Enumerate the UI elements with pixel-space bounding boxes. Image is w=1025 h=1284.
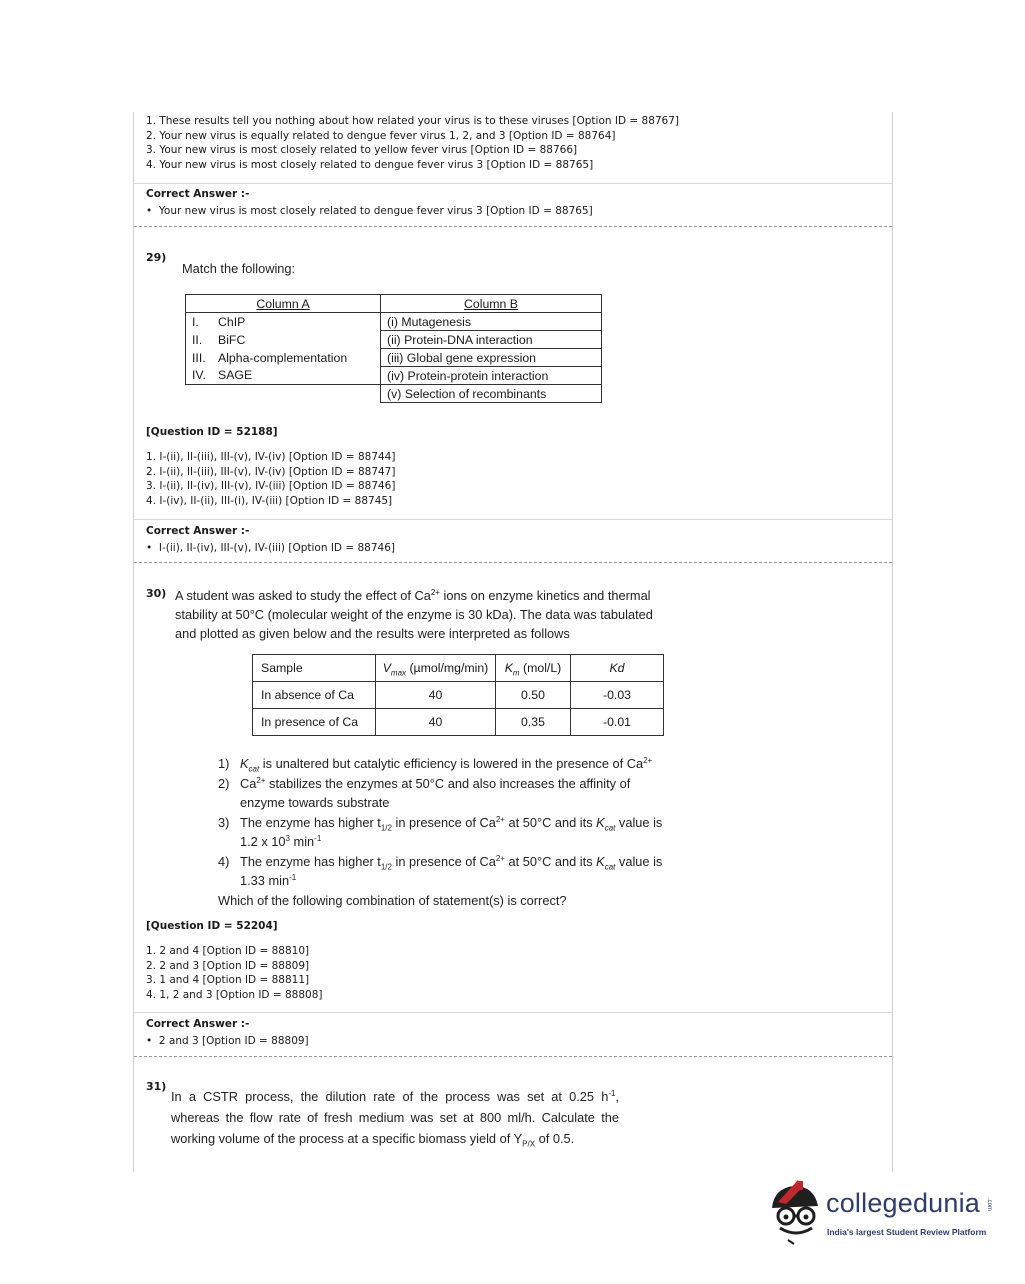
statement-1: 1) $K_{cat}$ is unaltered but catalytic efficiency is lowered in the presence of $Ca^{2+}$ <box>218 756 653 774</box>
header-sample: Sample <box>253 655 376 682</box>
question-divider <box>134 226 892 227</box>
column-a-cell: I. ChIP <box>186 313 381 331</box>
separator <box>134 519 892 520</box>
vmax-cell: 40 <box>376 709 496 736</box>
collegedunia-logo[interactable] <box>764 1178 994 1250</box>
q28-options <box>146 114 886 172</box>
option: 2. Your new virus is equally related to dengue fever virus 1, 2, and 3 [Option ID = 88764] <box>146 129 616 142</box>
km-cell: 0.50 <box>496 682 571 709</box>
statement-4: 4) The enzyme has higher $t_{1/2}$ in presence of $Ca^{2+}$ at 50°C and its $K_{cat}$ value is <box>218 853 663 872</box>
option: 1. I-(ii), II-(iii), III-(v), IV-(iv) [Option ID = 88744] <box>146 451 396 463</box>
statement-2: 2) $Ca^{2+}$ stabilizes the enzymes at 50°C and also increases the affinity of <box>218 775 631 791</box>
correct-answer: • 2 and 3 [Option ID = 88809] <box>146 1035 309 1047</box>
question-line: Which of the following combination of statement(s) is correct? <box>218 892 567 908</box>
kinetics-table <box>252 654 664 736</box>
question-id: [Question ID = 52188] <box>146 426 278 438</box>
match-table <box>185 294 602 403</box>
q30-options <box>146 944 886 1002</box>
logo-wordmark: collegedunia <box>826 1188 981 1218</box>
bullet-icon: • <box>146 1035 153 1047</box>
option: 3. Your new virus is most closely related to yellow fever virus [Option ID = 88766] <box>146 144 578 157</box>
column-b-cell: (i) Mutagenesis <box>381 313 602 331</box>
correct-answer: • Your new virus is most closely related to dengue fever virus 3 [Option ID = 88765] <box>146 205 593 217</box>
option: 4. I-(iv), II-(ii), III-(i), IV-(iii) [Option ID = 88745] <box>146 494 393 507</box>
option: 1. 2 and 4 [Option ID = 88810] <box>146 945 310 957</box>
logo-tagline: India's largest Student Review Platform <box>827 1227 987 1237</box>
question-text: In a CSTR process, the dilution rate of the process was set at 0.25 $h^{-1}$, whereas the flow rate of fresh medium was set at 800 ml/h. Calculate the working volume of the process at a specific biomass yield of $Y_{P/X}$ of 0.5. <box>171 1089 619 1149</box>
bullet-icon: • <box>146 205 153 217</box>
question-number: 31) <box>146 1080 167 1093</box>
column-a-cell: III. Alpha-complementation <box>186 349 381 367</box>
column-a-cell: II. BiFC <box>186 331 381 349</box>
question-prompt: Match the following: <box>182 261 296 276</box>
option: 2. I-(ii), II-(iii), III-(v), IV-(iv) [Option ID = 88747] <box>146 465 396 478</box>
logo-dotcom: .com <box>986 1198 992 1212</box>
statements: 1) $K_{cat}$ is unaltered but catalytic efficiency is lowered in the presence of $Ca^{2+}$ 2) $Ca^{2+}$ stabilizes the enzymes at 50°C and also increases the affinity of enzyme towards substrate 3) The enzyme has higher $t_{1/2}$ in presence of $Ca^{2+}$ at 50°C and its $K_{cat}$ value is 1.2 x $10^3$ $\min^{-1}$ 4) The enzyme has higher $t_{1/2}$ in presence of $Ca^{2+}$ at 50°C and its $K_{cat}$ value is 1.33 $\min^{-1}$ Which of the following combination of statement(s) is correct? <box>218 754 678 910</box>
column-b-cell: (iii) Global gene expression <box>381 349 602 367</box>
correct-answer-label: Correct Answer :- <box>146 1018 250 1030</box>
option: 4. 1, 2 and 3 [Option ID = 88808] <box>146 988 323 1001</box>
kd-cell: -0.01 <box>571 709 664 736</box>
separator <box>134 183 892 184</box>
correct-answer-label: Correct Answer :- <box>146 525 250 537</box>
column-b-cell: (ii) Protein-DNA interaction <box>381 331 602 349</box>
km-cell: 0.35 <box>496 709 571 736</box>
question-number: 30) <box>146 587 167 600</box>
header-km: $K_m$ (mol/L) <box>496 655 571 682</box>
statement-3: 3) The enzyme has higher $t_{1/2}$ in presence of $Ca^{2+}$ at 50°C and its $K_{cat}$ value is <box>218 814 663 833</box>
question-divider <box>134 562 892 563</box>
sample-cell: In absence of Ca <box>253 682 376 709</box>
header-kd: Kd <box>571 655 664 682</box>
question-divider <box>134 1056 892 1057</box>
question-id: [Question ID = 52204] <box>146 920 278 932</box>
vmax-cell: 40 <box>376 682 496 709</box>
bullet-icon: • <box>146 542 153 554</box>
option: 3. 1 and 4 [Option ID = 88811] <box>146 974 310 987</box>
column-a-header: Column A <box>186 295 381 313</box>
empty-cell <box>186 385 381 403</box>
correct-answer-label: Correct Answer :- <box>146 188 250 200</box>
column-a-cell: IV. SAGE <box>186 367 381 385</box>
separator <box>134 1012 892 1013</box>
mascot-icon <box>764 1178 826 1248</box>
header-vmax: $V_{max}$ (µmol/mg/min) <box>376 655 496 682</box>
right-margin-rule <box>892 112 893 1172</box>
option: 4. Your new virus is most closely related to dengue fever virus 3 [Option ID = 88765] <box>146 158 594 171</box>
option: 2. 2 and 3 [Option ID = 88809] <box>146 959 310 972</box>
column-b-cell: (iv) Protein-protein interaction <box>381 367 602 385</box>
question-number: 29) <box>146 251 167 264</box>
sample-cell: In presence of Ca <box>253 709 376 736</box>
kd-cell: -0.03 <box>571 682 664 709</box>
left-margin-rule <box>133 112 134 1172</box>
q29-options <box>146 450 886 508</box>
option: 1. These results tell you nothing about how related your virus is to these viruses [Option ID = 88767] <box>146 115 680 127</box>
option: 3. I-(ii), II-(iv), III-(v), IV-(iii) [Option ID = 88746] <box>146 480 396 493</box>
correct-answer: • I-(ii), II-(iv), III-(v), IV-(iii) [Option ID = 88746] <box>146 542 395 554</box>
column-b-cell: (v) Selection of recombinants <box>381 385 602 403</box>
column-b-header: Column B <box>381 295 602 313</box>
question-intro: A student was asked to study the effect of $Ca^{2+}$ ions on enzyme kinetics and thermal stability at 50°C (molecular weight of the enzyme is 30 kDa). The data was tabulated and plotted as given below and the results were interpreted as follows <box>175 588 653 641</box>
